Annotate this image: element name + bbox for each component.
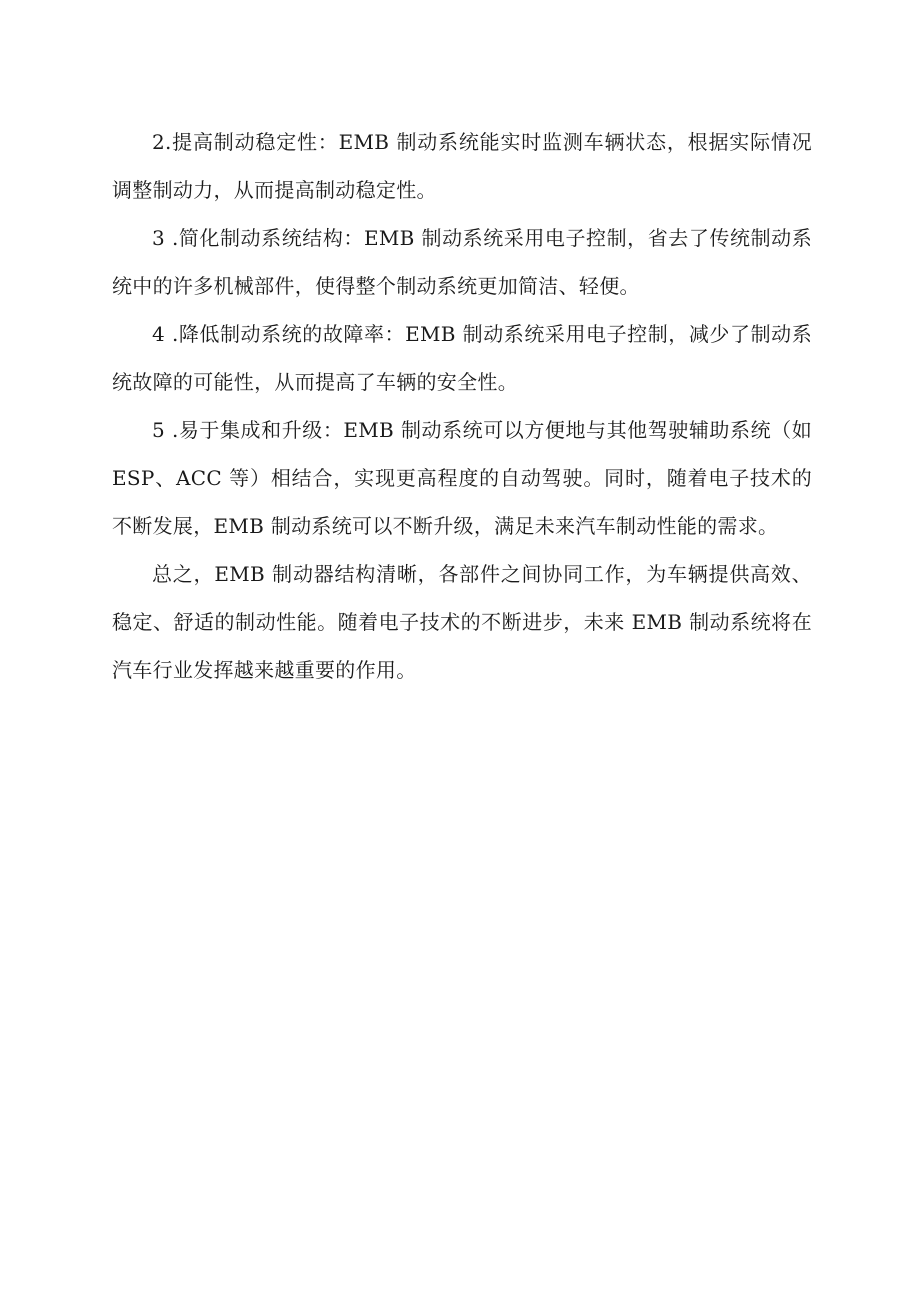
paragraph-simplified-structure: 3 .简化制动系统结构：EMB 制动系统采用电子控制，省去了传统制动系统中的许多机械部件，使得整个制动系统更加简洁、轻便。: [112, 226, 812, 298]
paragraph-summary: 总之，EMB 制动器结构清晰，各部件之间协同工作，为车辆提供高效、稳定、舒适的制动性能。随着电子技术的不断进步，未来 EMB 制动系统将在汽车行业发挥越来越重要的作用。: [112, 562, 812, 682]
paragraph-braking-stability: 2.提高制动稳定性：EMB 制动系统能实时监测车辆状态，根据实际情况调整制动力，从而提高制动稳定性。: [112, 130, 812, 202]
paragraph-reduced-failure-rate: 4 .降低制动系统的故障率：EMB 制动系统采用电子控制，减少了制动系统故障的可能性，从而提高了车辆的安全性。: [112, 322, 812, 394]
paragraph-integration-upgrade: 5 .易于集成和升级：EMB 制动系统可以方便地与其他驾驶辅助系统（如 ESP、ACC 等）相结合，实现更高程度的自动驾驶。同时，随着电子技术的不断发展，EMB 制动系统可以不断升级，满足未来汽车制动性能的需求。: [112, 418, 812, 538]
document-body: [112, 118, 812, 694]
